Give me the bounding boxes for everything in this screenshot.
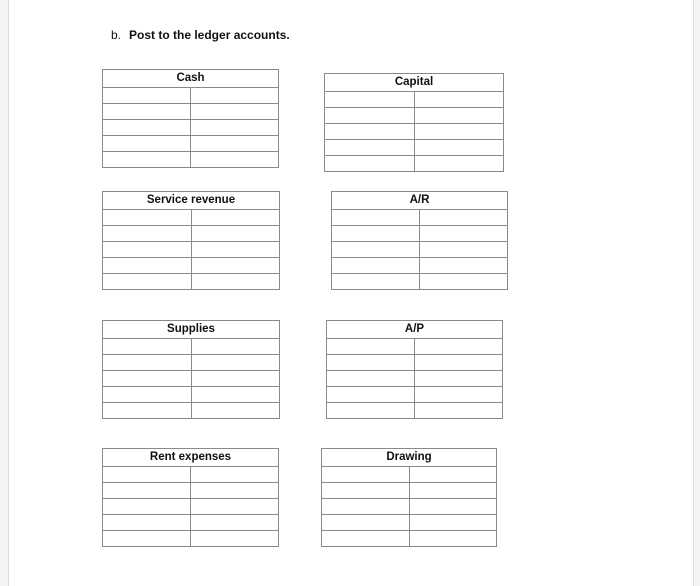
- debit-cell[interactable]: [103, 210, 192, 226]
- credit-cell[interactable]: [191, 136, 279, 152]
- ledger-row: [103, 371, 280, 387]
- debit-cell[interactable]: [103, 152, 191, 168]
- ledger-title: A/R: [332, 192, 508, 210]
- ledger-row: [322, 515, 497, 531]
- ledger-row: [103, 355, 280, 371]
- ledger-title: Drawing: [322, 449, 497, 467]
- ledger-row: [322, 531, 497, 547]
- ledger-ar: [331, 191, 508, 290]
- credit-cell[interactable]: [409, 467, 497, 483]
- credit-cell[interactable]: [409, 531, 497, 547]
- debit-cell[interactable]: [103, 226, 192, 242]
- credit-cell[interactable]: [191, 483, 279, 499]
- credit-cell[interactable]: [414, 92, 504, 108]
- ledger-row: [327, 371, 503, 387]
- debit-cell[interactable]: [103, 483, 191, 499]
- debit-cell[interactable]: [103, 371, 192, 387]
- debit-cell[interactable]: [325, 156, 415, 172]
- credit-cell[interactable]: [191, 339, 280, 355]
- section-letter: b.: [111, 28, 122, 42]
- debit-cell[interactable]: [325, 140, 415, 156]
- credit-cell[interactable]: [191, 210, 280, 226]
- ledger-row: [327, 403, 503, 419]
- credit-cell[interactable]: [414, 140, 504, 156]
- credit-cell[interactable]: [420, 210, 508, 226]
- credit-cell[interactable]: [414, 124, 504, 140]
- debit-cell[interactable]: [322, 531, 410, 547]
- ledger-row: [103, 226, 280, 242]
- ledger-cash: [102, 69, 279, 168]
- debit-cell[interactable]: [103, 403, 192, 419]
- debit-cell[interactable]: [325, 108, 415, 124]
- ledger-title: Supplies: [103, 321, 280, 339]
- credit-cell[interactable]: [420, 226, 508, 242]
- credit-cell[interactable]: [420, 274, 508, 290]
- debit-cell[interactable]: [327, 387, 415, 403]
- ledger-row: [325, 140, 504, 156]
- ledger-row: [103, 387, 280, 403]
- ledger-row: [322, 467, 497, 483]
- ledger-row: [103, 499, 279, 515]
- credit-cell[interactable]: [414, 156, 504, 172]
- ledger-row: [332, 258, 508, 274]
- ledger-row: [103, 242, 280, 258]
- credit-cell[interactable]: [191, 88, 279, 104]
- ledger-title: A/P: [327, 321, 503, 339]
- ledger-row: [103, 339, 280, 355]
- ledger-row: [327, 355, 503, 371]
- credit-cell[interactable]: [409, 483, 497, 499]
- ledger-row: [103, 274, 280, 290]
- ledger-row: [325, 108, 504, 124]
- ledger-row: [103, 152, 279, 168]
- credit-cell[interactable]: [191, 467, 279, 483]
- credit-cell[interactable]: [191, 242, 280, 258]
- debit-cell[interactable]: [332, 242, 420, 258]
- debit-cell[interactable]: [327, 371, 415, 387]
- section-heading: [111, 28, 290, 42]
- credit-cell[interactable]: [191, 274, 280, 290]
- credit-cell[interactable]: [409, 515, 497, 531]
- credit-cell[interactable]: [415, 339, 503, 355]
- ledger-row: [103, 120, 279, 136]
- credit-cell[interactable]: [415, 403, 503, 419]
- credit-cell[interactable]: [191, 120, 279, 136]
- ledger-row: [332, 274, 508, 290]
- ledger-row: [103, 258, 280, 274]
- debit-cell[interactable]: [103, 387, 192, 403]
- credit-cell[interactable]: [191, 403, 280, 419]
- debit-cell[interactable]: [327, 403, 415, 419]
- ledger-rent-expenses: [102, 448, 279, 547]
- ledger-row: [332, 226, 508, 242]
- debit-cell[interactable]: [332, 274, 420, 290]
- ledger-row: [103, 483, 279, 499]
- credit-cell[interactable]: [191, 152, 279, 168]
- credit-cell[interactable]: [415, 371, 503, 387]
- credit-cell[interactable]: [191, 499, 279, 515]
- ledger-row: [327, 387, 503, 403]
- ledger-drawing: [321, 448, 497, 547]
- credit-cell[interactable]: [415, 355, 503, 371]
- credit-cell[interactable]: [191, 371, 280, 387]
- debit-cell[interactable]: [103, 258, 192, 274]
- ledger-capital: [324, 73, 504, 172]
- debit-cell[interactable]: [103, 499, 191, 515]
- credit-cell[interactable]: [191, 355, 280, 371]
- debit-cell[interactable]: [332, 210, 420, 226]
- debit-cell[interactable]: [103, 515, 191, 531]
- debit-cell[interactable]: [103, 136, 191, 152]
- credit-cell[interactable]: [191, 531, 279, 547]
- debit-cell[interactable]: [103, 104, 191, 120]
- ledger-row: [325, 156, 504, 172]
- debit-cell[interactable]: [103, 274, 192, 290]
- ledger-row: [103, 531, 279, 547]
- ledger-row: [103, 88, 279, 104]
- ledger-row: [103, 210, 280, 226]
- credit-cell[interactable]: [191, 515, 279, 531]
- ledger-row: [103, 136, 279, 152]
- credit-cell[interactable]: [415, 387, 503, 403]
- debit-cell[interactable]: [103, 467, 191, 483]
- credit-cell[interactable]: [191, 387, 280, 403]
- debit-cell[interactable]: [103, 88, 191, 104]
- credit-cell[interactable]: [420, 258, 508, 274]
- credit-cell[interactable]: [409, 499, 497, 515]
- ledger-row: [332, 242, 508, 258]
- ledger-supplies: [102, 320, 280, 419]
- credit-cell[interactable]: [191, 226, 280, 242]
- ledger-row: [103, 515, 279, 531]
- ledger-title: Capital: [325, 74, 504, 92]
- debit-cell[interactable]: [103, 531, 191, 547]
- debit-cell[interactable]: [322, 499, 410, 515]
- debit-cell[interactable]: [322, 515, 410, 531]
- ledger-ap: [326, 320, 503, 419]
- credit-cell[interactable]: [414, 108, 504, 124]
- debit-cell[interactable]: [103, 355, 192, 371]
- ledger-row: [327, 339, 503, 355]
- debit-cell[interactable]: [332, 258, 420, 274]
- debit-cell[interactable]: [325, 92, 415, 108]
- debit-cell[interactable]: [103, 120, 191, 136]
- ledger-title: Rent expenses: [103, 449, 279, 467]
- debit-cell[interactable]: [327, 355, 415, 371]
- debit-cell[interactable]: [322, 467, 410, 483]
- ledger-service-revenue: [102, 191, 280, 290]
- debit-cell[interactable]: [327, 339, 415, 355]
- credit-cell[interactable]: [420, 242, 508, 258]
- debit-cell[interactable]: [103, 339, 192, 355]
- ledger-row: [322, 499, 497, 515]
- debit-cell[interactable]: [325, 124, 415, 140]
- credit-cell[interactable]: [191, 104, 279, 120]
- debit-cell[interactable]: [322, 483, 410, 499]
- ledger-row: [325, 92, 504, 108]
- ledger-row: [332, 210, 508, 226]
- section-title: Post to the ledger accounts.: [129, 28, 290, 42]
- credit-cell[interactable]: [191, 258, 280, 274]
- ledger-row: [103, 104, 279, 120]
- ledger-row: [322, 483, 497, 499]
- debit-cell[interactable]: [103, 242, 192, 258]
- debit-cell[interactable]: [332, 226, 420, 242]
- ledger-row: [103, 467, 279, 483]
- ledger-row: [103, 403, 280, 419]
- ledger-row: [325, 124, 504, 140]
- ledger-title: Service revenue: [103, 192, 280, 210]
- ledger-title: Cash: [103, 70, 279, 88]
